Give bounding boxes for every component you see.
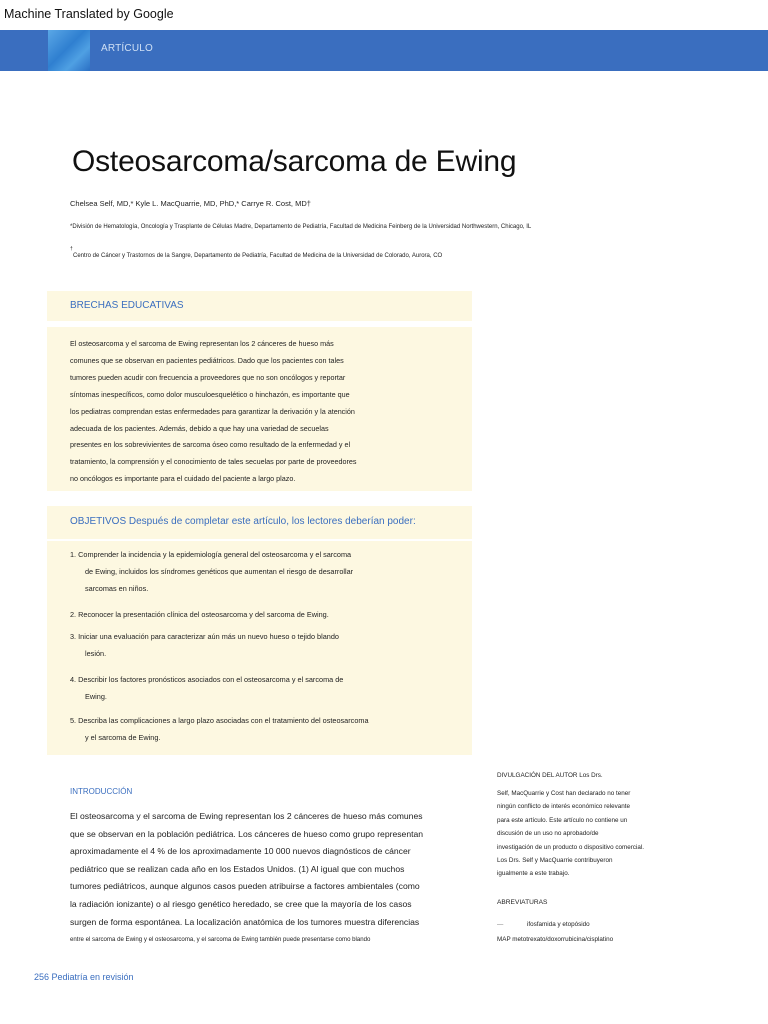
- abbreviation-item: [497, 921, 590, 928]
- intro-line: tumores pediátricos, aunque algunos casos pueden atribuirse a factores ambientales (como: [70, 881, 420, 892]
- disclosure-line: ningún conflicto de interés económico relevante: [497, 803, 631, 811]
- author-list: Chelsea Self, MD,* Kyle L. MacQuarrie, MD, PhD,* Carrye R. Cost, MD†: [70, 199, 311, 208]
- intro-line: aproximadamente el 4 % de los aproximadamente 10 000 nuevos diagnósticos de cáncer: [70, 846, 411, 857]
- intro-line: El osteosarcoma y el sarcoma de Ewing representan los 2 cánceres de hueso más comunes: [70, 811, 423, 821]
- objective-line: sarcomas en niños.: [85, 584, 149, 593]
- objective-item: [70, 546, 353, 597]
- gaps-line: los pediatras comprendan estas enfermedades para garantizar la derivación y la atención: [70, 406, 355, 416]
- objective-line: 3. Iniciar una evaluación para caracterizar aún más un nuevo hueso o tejido blando: [70, 632, 339, 641]
- objective-line: de Ewing, incluidos los síndromes genéticos que aumentan el riesgo de desarrollar: [85, 567, 354, 576]
- objectives-heading: OBJETIVOS Después de completar este artículo, los lectores deberían poder:: [70, 516, 416, 527]
- objective-line: 2. Reconocer la presentación clínica del osteosarcoma y del sarcoma de Ewing.: [70, 610, 329, 619]
- gaps-line: no oncólogos es importante para el cuidado del paciente a largo plazo.: [70, 474, 296, 484]
- disclosure-line: Self, MacQuarrie y Cost han declarado no tener: [497, 790, 631, 797]
- gaps-line: El osteosarcoma y el sarcoma de Ewing representan los 2 cánceres de hueso más: [70, 339, 334, 348]
- disclosure-line: para este artículo. Este artículo no contiene un: [497, 816, 628, 824]
- introduction-heading: INTRODUCCIÓN: [70, 787, 133, 796]
- intro-line: pediátrico que se realizan cada año en los Estados Unidos. (1) Al igual que con muchos: [70, 863, 405, 874]
- affiliation-1: *División de Hematología, Oncología y Trasplante de Células Madre, Departamento de Pediatría, Facultad de Medicina Feinberg de la Universidad Northwestern, Chicago, IL: [70, 224, 532, 230]
- objectives-header: [47, 506, 472, 539]
- disclosure-line: Los Drs. Self y MacQuarrie contribuyeron: [497, 857, 613, 865]
- intro-line: que se observan en la población pediátrica. Los cánceres de hueso como grupo representan: [70, 828, 424, 839]
- objective-item: [70, 606, 329, 623]
- gaps-line: tratamiento, la comprensión y el conocimiento de tales secuelas por parte de proveedores: [70, 457, 357, 467]
- introduction-text: [70, 808, 465, 931]
- gaps-line: adecuada de los pacientes. Además, debido a que hay una variedad de secuelas: [70, 423, 329, 433]
- intro-continued-line: entre el sarcoma de Ewing y el osteosarcoma, y el sarcoma de Ewing también puede presentarse como blando: [70, 936, 371, 943]
- disclosure-line: investigación de un producto o dispositivo comercial.: [497, 843, 645, 851]
- affiliation-2-mark: †: [70, 246, 73, 252]
- objective-line: 1. Comprender la incidencia y la epidemiología general del osteosarcoma y el sarcoma: [70, 550, 352, 559]
- article-title: Osteosarcoma/sarcoma de Ewing: [72, 145, 517, 178]
- education-gaps-text: [70, 336, 460, 488]
- objective-item: [70, 628, 339, 662]
- journal-logo-tile: [48, 30, 90, 71]
- gaps-line: tumores pueden acudir con frecuencia a proveedores que no son oncólogos y reportar: [70, 372, 346, 382]
- disclosure-line: igualmente a este trabajo.: [497, 870, 570, 878]
- machine-translation-banner: Machine Translated by Google: [4, 7, 174, 21]
- section-label: ARTÍCULO: [101, 43, 153, 54]
- abbreviation-item: MAP metotrexato/doxorrubicina/cisplatino: [497, 936, 614, 943]
- intro-line: surgen de forma espontánea. La localización anatómica de los tumores muestra diferencias: [70, 916, 420, 927]
- objective-line: 4. Describir los factores pronósticos asociados con el osteosarcoma y el sarcoma de: [70, 675, 344, 684]
- education-gaps-header: [47, 291, 472, 321]
- education-gaps-heading: BRECHAS EDUCATIVAS: [70, 300, 184, 311]
- author-disclosure-text: [497, 787, 644, 881]
- page-footer: 256 Pediatría en revisión: [34, 972, 134, 982]
- education-gaps-panel: [47, 327, 472, 491]
- intro-line: la radiación ionizante) o al riesgo genético heredado, se cree que la mayoría de los casos: [70, 898, 412, 909]
- objectives-panel: [47, 541, 472, 755]
- objective-line: y el sarcoma de Ewing.: [85, 733, 161, 742]
- objective-line: Ewing.: [85, 692, 107, 701]
- affiliation-2-text: Centro de Cáncer y Trastornos de la Sangre, Departamento de Pediatría, Facultad de Medicina de la Universidad de Colorado, Aurora, CO: [73, 253, 443, 259]
- objective-line: lesión.: [85, 649, 107, 658]
- gaps-line: síntomas inespecíficos, como dolor musculoesquelético o hinchazón, es importante que: [70, 389, 350, 399]
- abbreviation-dash: —: [497, 921, 504, 928]
- objective-item: [70, 671, 343, 705]
- gaps-line: comunes que se observan en pacientes pediátricos. Dado que los pacientes con tales: [70, 355, 344, 365]
- abbreviations-heading: ABREVIATURAS: [497, 899, 548, 906]
- author-disclosure-heading: DIVULGACIÓN DEL AUTOR Los Drs.: [497, 772, 603, 779]
- disclosure-line: discusión de un uso no aprobado/de: [497, 830, 599, 838]
- objective-line: 5. Describa las complicaciones a largo plazo asociadas con el tratamiento del osteosarcoma: [70, 716, 369, 725]
- gaps-line: presentes en los sobrevivientes de sarcoma óseo como resultado de la enfermedad y el: [70, 440, 351, 450]
- objective-item: [70, 712, 369, 746]
- abbreviation-text: ifosfamida y etopósido: [527, 921, 590, 928]
- affiliation-2: [70, 246, 443, 262]
